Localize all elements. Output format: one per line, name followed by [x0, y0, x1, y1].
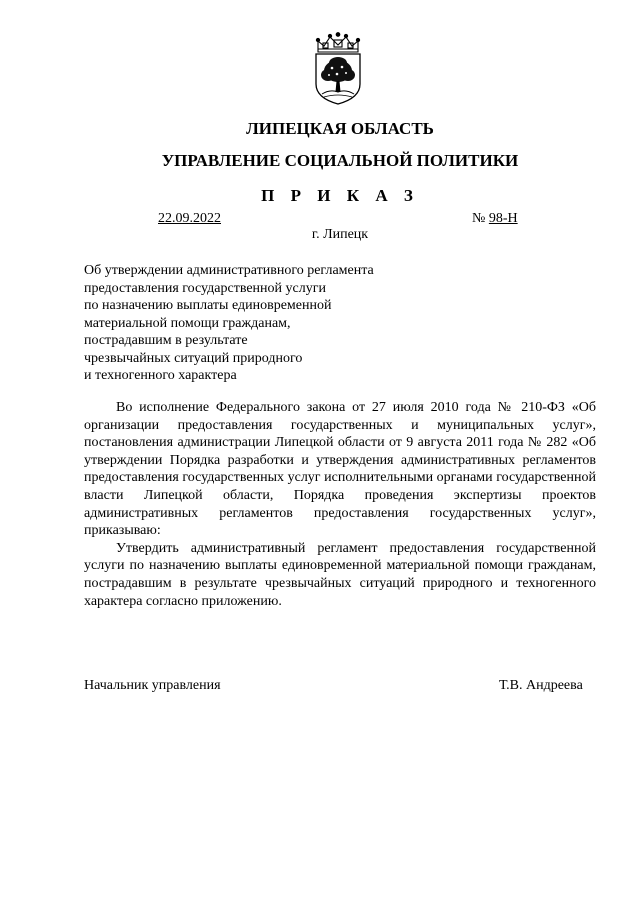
body-paragraph-order: Утвердить административный регламент предоставления государственной услуги по назначению выплаты единовременной материальной помощи гражданам, пострадавшим в результате чрезвычайных ситуаций природного и техногенного характера согласно приложению. — [84, 540, 596, 609]
subject-line: Об утверждении административного регламента — [84, 263, 374, 278]
department-title: УПРАВЛЕНИЕ СОЦИАЛЬНОЙ ПОЛИТИКИ — [161, 151, 519, 170]
signatory-title: Начальник управления — [84, 678, 221, 693]
body-paragraph-preamble: Во исполнение Федерального закона от 27 июля 2010 года № 210-ФЗ «Об организации предоставления государственных и муниципальных услуг», постановления администрации Липецкой области от 9 августа 2011 года № 282 «Об утверждении Порядка разработки и утверждения административных регламентов предоставления государственных услуг исполнительными органами государственной власти Липецкой области, Порядка проведения экспертизы проектов административных регламентов предоставления государственных услуг», приказываю: — [84, 400, 596, 539]
number-value: 98-Н — [488, 211, 518, 226]
subject-line: и техногенного характера — [84, 368, 237, 383]
document-subject — [84, 262, 414, 385]
subject-line: предоставления государственной услуги — [84, 280, 326, 296]
subject-line: чрезвычайных ситуаций природного — [84, 350, 303, 366]
document-date: 22.09.2022 — [158, 211, 221, 226]
subject-line: пострадавшим в результате — [84, 333, 248, 348]
subject-line: материальной помощи гражданам, — [84, 315, 291, 331]
region-title: ЛИПЕЦКАЯ ОБЛАСТЬ — [246, 119, 434, 138]
subject-line: по назначению выплаты единовременной — [84, 298, 332, 313]
signatory-name: Т.В. Андреева — [499, 678, 583, 693]
document-number — [472, 211, 518, 227]
coat-of-arms-icon — [304, 32, 372, 106]
document-city: г. Липецк — [311, 227, 369, 242]
document-body — [84, 399, 596, 610]
document-type-title: П Р И К А З — [261, 186, 419, 205]
number-prefix: № — [472, 211, 489, 226]
